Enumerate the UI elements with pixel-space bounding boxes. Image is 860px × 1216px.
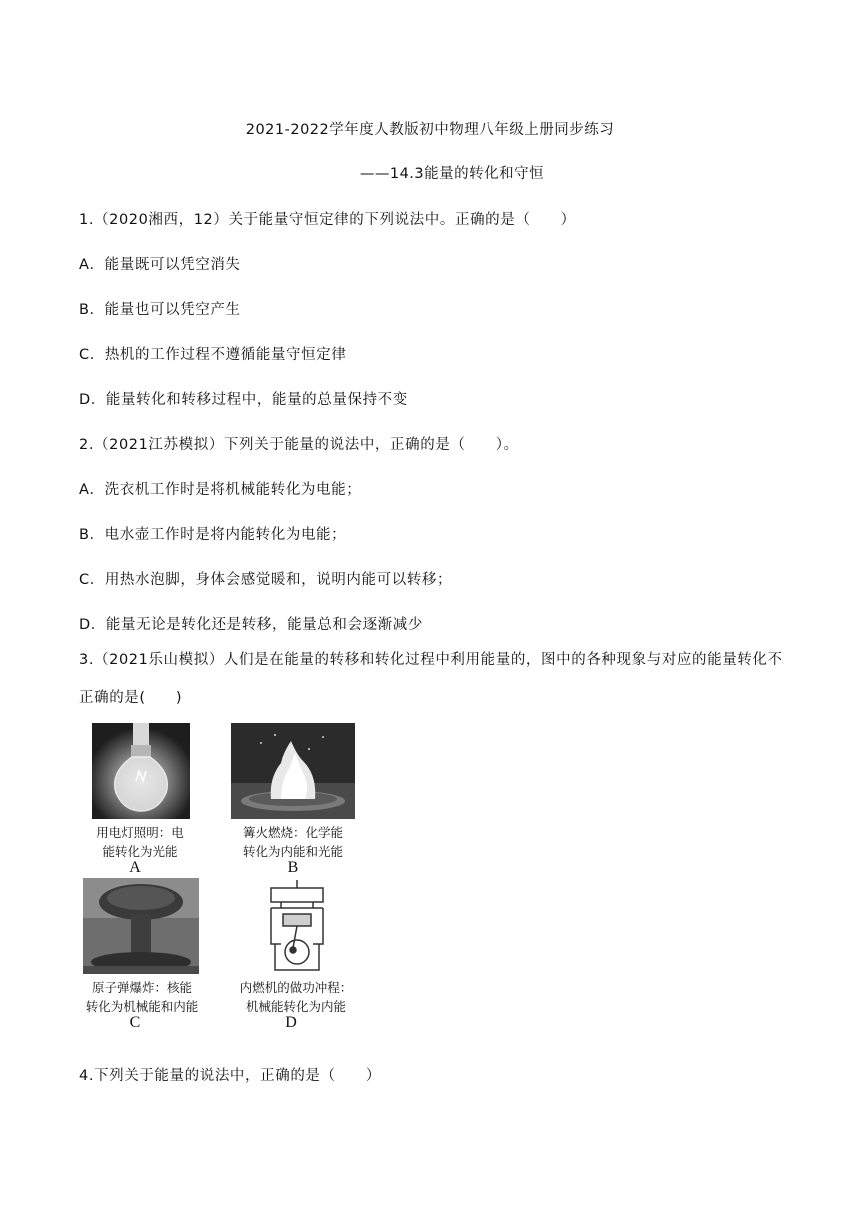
figure-a-letter: A	[129, 859, 141, 876]
figure-d-letter: D	[285, 1014, 297, 1031]
figure-d-caption-line1: 内燃机的做功冲程：	[239, 980, 353, 995]
figure-d-caption-line2: 机械能转化为内能	[245, 999, 346, 1014]
question-3-stem: 3.（2021乐山模拟）人们是在能量的转移和转化过程中利用能量的，图中的各种现象与对应的能量转化不	[79, 652, 783, 668]
question-1-option-a: A．能量既可以凭空消失	[79, 257, 241, 273]
question-2-stem: 2.（2021江苏模拟）下列关于能量的说法中，正确的是（ ）。	[79, 437, 519, 453]
question-1-stem: 1.（2020湘西，12）关于能量守恒定律的下列说法中。正确的是（ ）	[79, 212, 576, 228]
engine-diagram	[263, 878, 331, 974]
question-2-option-a: A．洗衣机工作时是将机械能转化为电能；	[79, 482, 362, 498]
question-2-option-d: D．能量无论是转化还是转移，能量总和会逐渐减少	[79, 617, 423, 633]
question-1-option-b: B．能量也可以凭空产生	[79, 302, 241, 318]
figure-c-letter: C	[129, 1014, 141, 1031]
figure-a-caption-line1: 用电灯照明：电	[96, 825, 184, 840]
question-4-stem: 4.下列关于能量的说法中，正确的是（ ）	[79, 1068, 381, 1084]
bonfire-photo	[231, 723, 355, 819]
document-title: 2021-2022学年度人教版初中物理八年级上册同步练习	[245, 122, 615, 138]
light-bulb-photo	[92, 723, 190, 819]
question-1-option-c: C．热机的工作过程不遵循能量守恒定律	[79, 347, 347, 363]
question-1-option-d: D．能量转化和转移过程中，能量的总量保持不变	[79, 392, 408, 408]
document-subtitle: ——14.3能量的转化和守恒	[359, 166, 545, 182]
question-2-option-c: C．用热水泡脚，身体会感觉暖和，说明内能可以转移；	[79, 572, 453, 588]
figure-c-caption-line2: 转化为机械能和内能	[85, 999, 199, 1014]
mushroom-cloud-photo	[83, 878, 199, 974]
figure-b-letter: B	[287, 859, 299, 876]
question-2-option-b: B．电水壶工作时是将内能转化为电能；	[79, 527, 347, 543]
figure-a-caption-line2: 能转化为光能	[102, 844, 178, 859]
figure-c-caption-line1: 原子弹爆炸：核能	[91, 980, 192, 995]
question-3-stem-continued: 正确的是( )	[79, 690, 183, 706]
figure-b-caption-line2: 转化为内能和光能	[242, 844, 343, 859]
figure-b-caption-line1: 篝火燃烧：化学能	[242, 825, 343, 840]
